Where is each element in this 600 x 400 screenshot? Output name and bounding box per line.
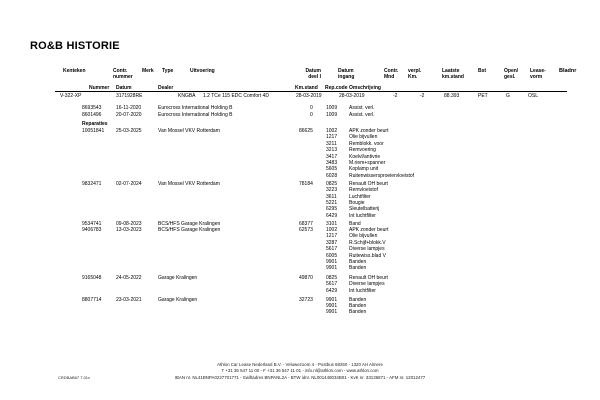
header-bst: Bst [478, 68, 487, 74]
repair-code: 5221 [326, 199, 338, 206]
repair-km-stand: 78184 [299, 180, 313, 187]
footer-address: Athlon Car Lease Nederland B.V. - Veluwezoom 4 - Postbus 68250 - 1320 AH Almere [217, 362, 383, 367]
assist-code: 1009 [326, 105, 338, 111]
assist-datum: 16-11-2020 [116, 105, 142, 111]
repair-code: 6429 [326, 212, 338, 219]
vehicle-lease-vorm: OSL [528, 93, 539, 99]
header-contr-nummer: Contr. nummer [113, 68, 133, 80]
header-datum-deel: Datum deel I [305, 68, 321, 80]
repair-omschrijving: Koelvl/antivrie [349, 153, 381, 160]
vehicle-verpl-km: -2 [420, 93, 425, 99]
header-nummer: Nummer [89, 85, 110, 91]
repair-datum: 13-03-2023 [116, 227, 142, 233]
repair-datum: 09-08-2023 [116, 220, 142, 227]
vehicle-datum-deel: 28-03-2019 [296, 93, 322, 99]
repair-omschrijving: Diverse lampjes [349, 246, 385, 253]
vehicle-datum-ingang: 28-03-2019 [339, 93, 365, 99]
header-laatste-km: Laatste km.stand [442, 68, 464, 80]
repair-datum: 25-03-2025 [116, 128, 142, 134]
vehicle-contr-mnd: -2 [393, 93, 398, 99]
repair-code: 6005 [326, 252, 338, 259]
repair-code: 3287 [326, 239, 338, 246]
page-title: RO&B HISTORIE [30, 40, 120, 52]
repair-omschrijving: Ruitewiss.blad V [349, 252, 386, 259]
repair-nummer: 9406783 [82, 227, 102, 233]
repair-omschrijving: Banden [349, 259, 367, 265]
repair-omschrijving: Ruitenwissersproeiervloeistof [349, 172, 415, 179]
header-lease-vorm: Lease- vorm [530, 68, 546, 80]
repair-omschrijving: Int luchtfilter [349, 287, 376, 294]
repair-omschrijving: M.riem+spanner [349, 160, 386, 166]
repair-dealer: Van Mossel VKV Rotterdam [158, 128, 220, 134]
repair-code: 1217 [326, 233, 338, 240]
repair-omschrijving: Band [349, 220, 361, 227]
header-rule [55, 91, 567, 92]
repair-code: 5617 [326, 281, 338, 288]
repair-code: 6295 [326, 206, 338, 213]
repair-omschrijving: Sleutelbatterij [349, 206, 380, 213]
header-uitvoering: Uitvoering [190, 68, 215, 74]
repair-code: 1002 [326, 227, 338, 233]
repair-code: 3417 [326, 153, 338, 160]
vehicle-kenteken: V-322-XP [60, 93, 82, 99]
repair-omschrijving: Banden [349, 302, 367, 309]
repair-omschrijving: Renault OH beurt [349, 180, 388, 187]
repair-omschrijving: Olie bijvullen [349, 233, 378, 240]
header-contr-mnd: Contr. Mnd [384, 68, 399, 80]
repair-nummer: 9534741 [82, 220, 102, 227]
repair-omschrijving: Koplamp unit [349, 166, 379, 173]
vehicle-uitvoering: 1.2 TCe 115 EDC Comfort 4D [203, 93, 269, 99]
header-kenteken: Kenteken [63, 68, 86, 74]
repair-datum: 02-07-2024 [116, 180, 142, 187]
repair-dealer: BCS/HFS Garage Kralingen [158, 227, 221, 233]
repair-code: 5605 [326, 166, 338, 173]
repair-code: 6028 [326, 172, 338, 179]
repair-omschrijving: Olie bijvullen [349, 134, 378, 141]
header-type: Type [162, 68, 174, 74]
repair-code: 6429 [326, 287, 338, 294]
repair-omschrijving: Bougie [349, 199, 365, 206]
repair-omschrijving: Banden [349, 309, 367, 316]
vehicle-laatste-km: 88.393 [444, 93, 460, 99]
repair-km-stand: 49870 [299, 274, 313, 281]
assist-omschrijving: Assist. verl. [349, 112, 375, 118]
assist-code: 1009 [326, 112, 338, 118]
header-merk: Merk [142, 68, 154, 74]
repair-code: 9901 [326, 309, 338, 316]
repair-dealer: Garage Kralingen [158, 296, 198, 303]
repair-code: 0825 [326, 274, 338, 281]
vehicle-bst: PET [478, 93, 488, 99]
repair-nummer: 8807714 [82, 296, 102, 303]
repair-dealer: BCS/HFS Garage Kralingen [158, 220, 221, 227]
repair-omschrijving: Diverse lampjes [349, 281, 385, 288]
header-omschrijving: Omschrijving [349, 85, 381, 91]
repair-nummer: 10051841 [82, 128, 105, 134]
repair-code: 3211 [326, 140, 337, 147]
repair-omschrijving: APK zonder beurt [349, 227, 389, 233]
repair-omschrijving: Banden [349, 296, 367, 303]
reparaties-heading: Reparaties [82, 121, 108, 127]
repair-datum: 23-03-2021 [116, 296, 142, 303]
header-dealer: Dealer [158, 85, 174, 91]
assist-dealer: Eurocross International Holding B [158, 112, 233, 118]
assist-omschrijving: Assist. verl. [349, 105, 375, 111]
repair-code: 9901 [326, 259, 338, 265]
repair-dealer: Van Mossel VKV Rotterdam [158, 180, 220, 187]
repair-code: 9901 [326, 296, 338, 303]
repair-nummer: 9832471 [82, 180, 102, 187]
repair-km-stand: 86625 [299, 128, 313, 134]
header-open-gesl: Open/ gesl. [504, 68, 519, 80]
repair-km-stand: 68377 [299, 220, 313, 227]
header-datum-ingang: Datum ingang [338, 68, 355, 80]
repair-code: 9901 [326, 302, 338, 309]
repair-km-stand: 62573 [299, 227, 313, 233]
vehicle-merk: KNGBA [178, 93, 196, 99]
footer-contact: T +31 36 547 11 00 - F +31 36 547 11 01 - info.nl@athlon.com - www.athlon.com [221, 368, 379, 373]
header-rep-code: Rep.code [325, 85, 348, 91]
header-verpl-km: verpl. Km. [408, 68, 422, 80]
repair-omschrijving: Remblokk. voor [349, 140, 384, 147]
repair-code: 1002 [326, 128, 338, 134]
assist-dealer: Eurocross International Holding B [158, 105, 233, 111]
assist-km: 0 [310, 112, 313, 118]
repair-omschrijving: R.Schijf+blokk.V [349, 239, 386, 246]
header-datum: Datum [116, 85, 132, 91]
assist-nummer: 8601496 [82, 112, 102, 118]
assist-km: 0 [310, 105, 313, 111]
vehicle-contract: 3171928RE [116, 93, 143, 99]
repair-code: 3101 [326, 220, 338, 227]
repair-code: 1217 [326, 134, 338, 141]
assist-nummer: 8693543 [82, 105, 102, 111]
repair-omschrijving: Int luchtfilter [349, 212, 376, 219]
repair-code: 9901 [326, 265, 338, 272]
form-code: CRDBAB67 7.01v [58, 375, 91, 380]
repair-km-stand: 32723 [299, 296, 313, 303]
repair-omschrijving: Renault OH beurt [349, 274, 388, 281]
repair-code: 5617 [326, 246, 338, 253]
repair-code: 0825 [326, 180, 338, 187]
repair-code: 3611 [326, 193, 337, 200]
assist-datum: 20-07-2020 [116, 112, 142, 118]
repair-code: 3483 [326, 160, 338, 166]
repair-datum: 24-05-2022 [116, 274, 142, 281]
repair-nummer: 9165048 [82, 274, 102, 281]
repair-code: 3223 [326, 187, 338, 194]
vehicle-open-gesl: G [506, 93, 510, 99]
repair-omschrijving: Remvloeistof [349, 187, 378, 194]
header-km-stand: Km.stand [295, 85, 318, 91]
repair-omschrijving: APK zonder beurt [349, 128, 389, 134]
repair-omschrijving: Remvoering [349, 147, 376, 154]
footer-bank-details: IBAN nr. NL41BNPA0227701771 - Swiftadres BNPANL2A - BTW idnr. NL001448034B01 - KvK nr. 33136871 - AFM nr. 12012477 [174, 375, 426, 380]
repair-omschrijving: Banden [349, 265, 367, 272]
repair-code: 3213 [326, 147, 338, 154]
bladnr-label: Bladnr [559, 68, 577, 74]
repair-omschrijving: Luchtfilter [349, 193, 371, 200]
repair-dealer: Garage Kralingen [158, 274, 198, 281]
